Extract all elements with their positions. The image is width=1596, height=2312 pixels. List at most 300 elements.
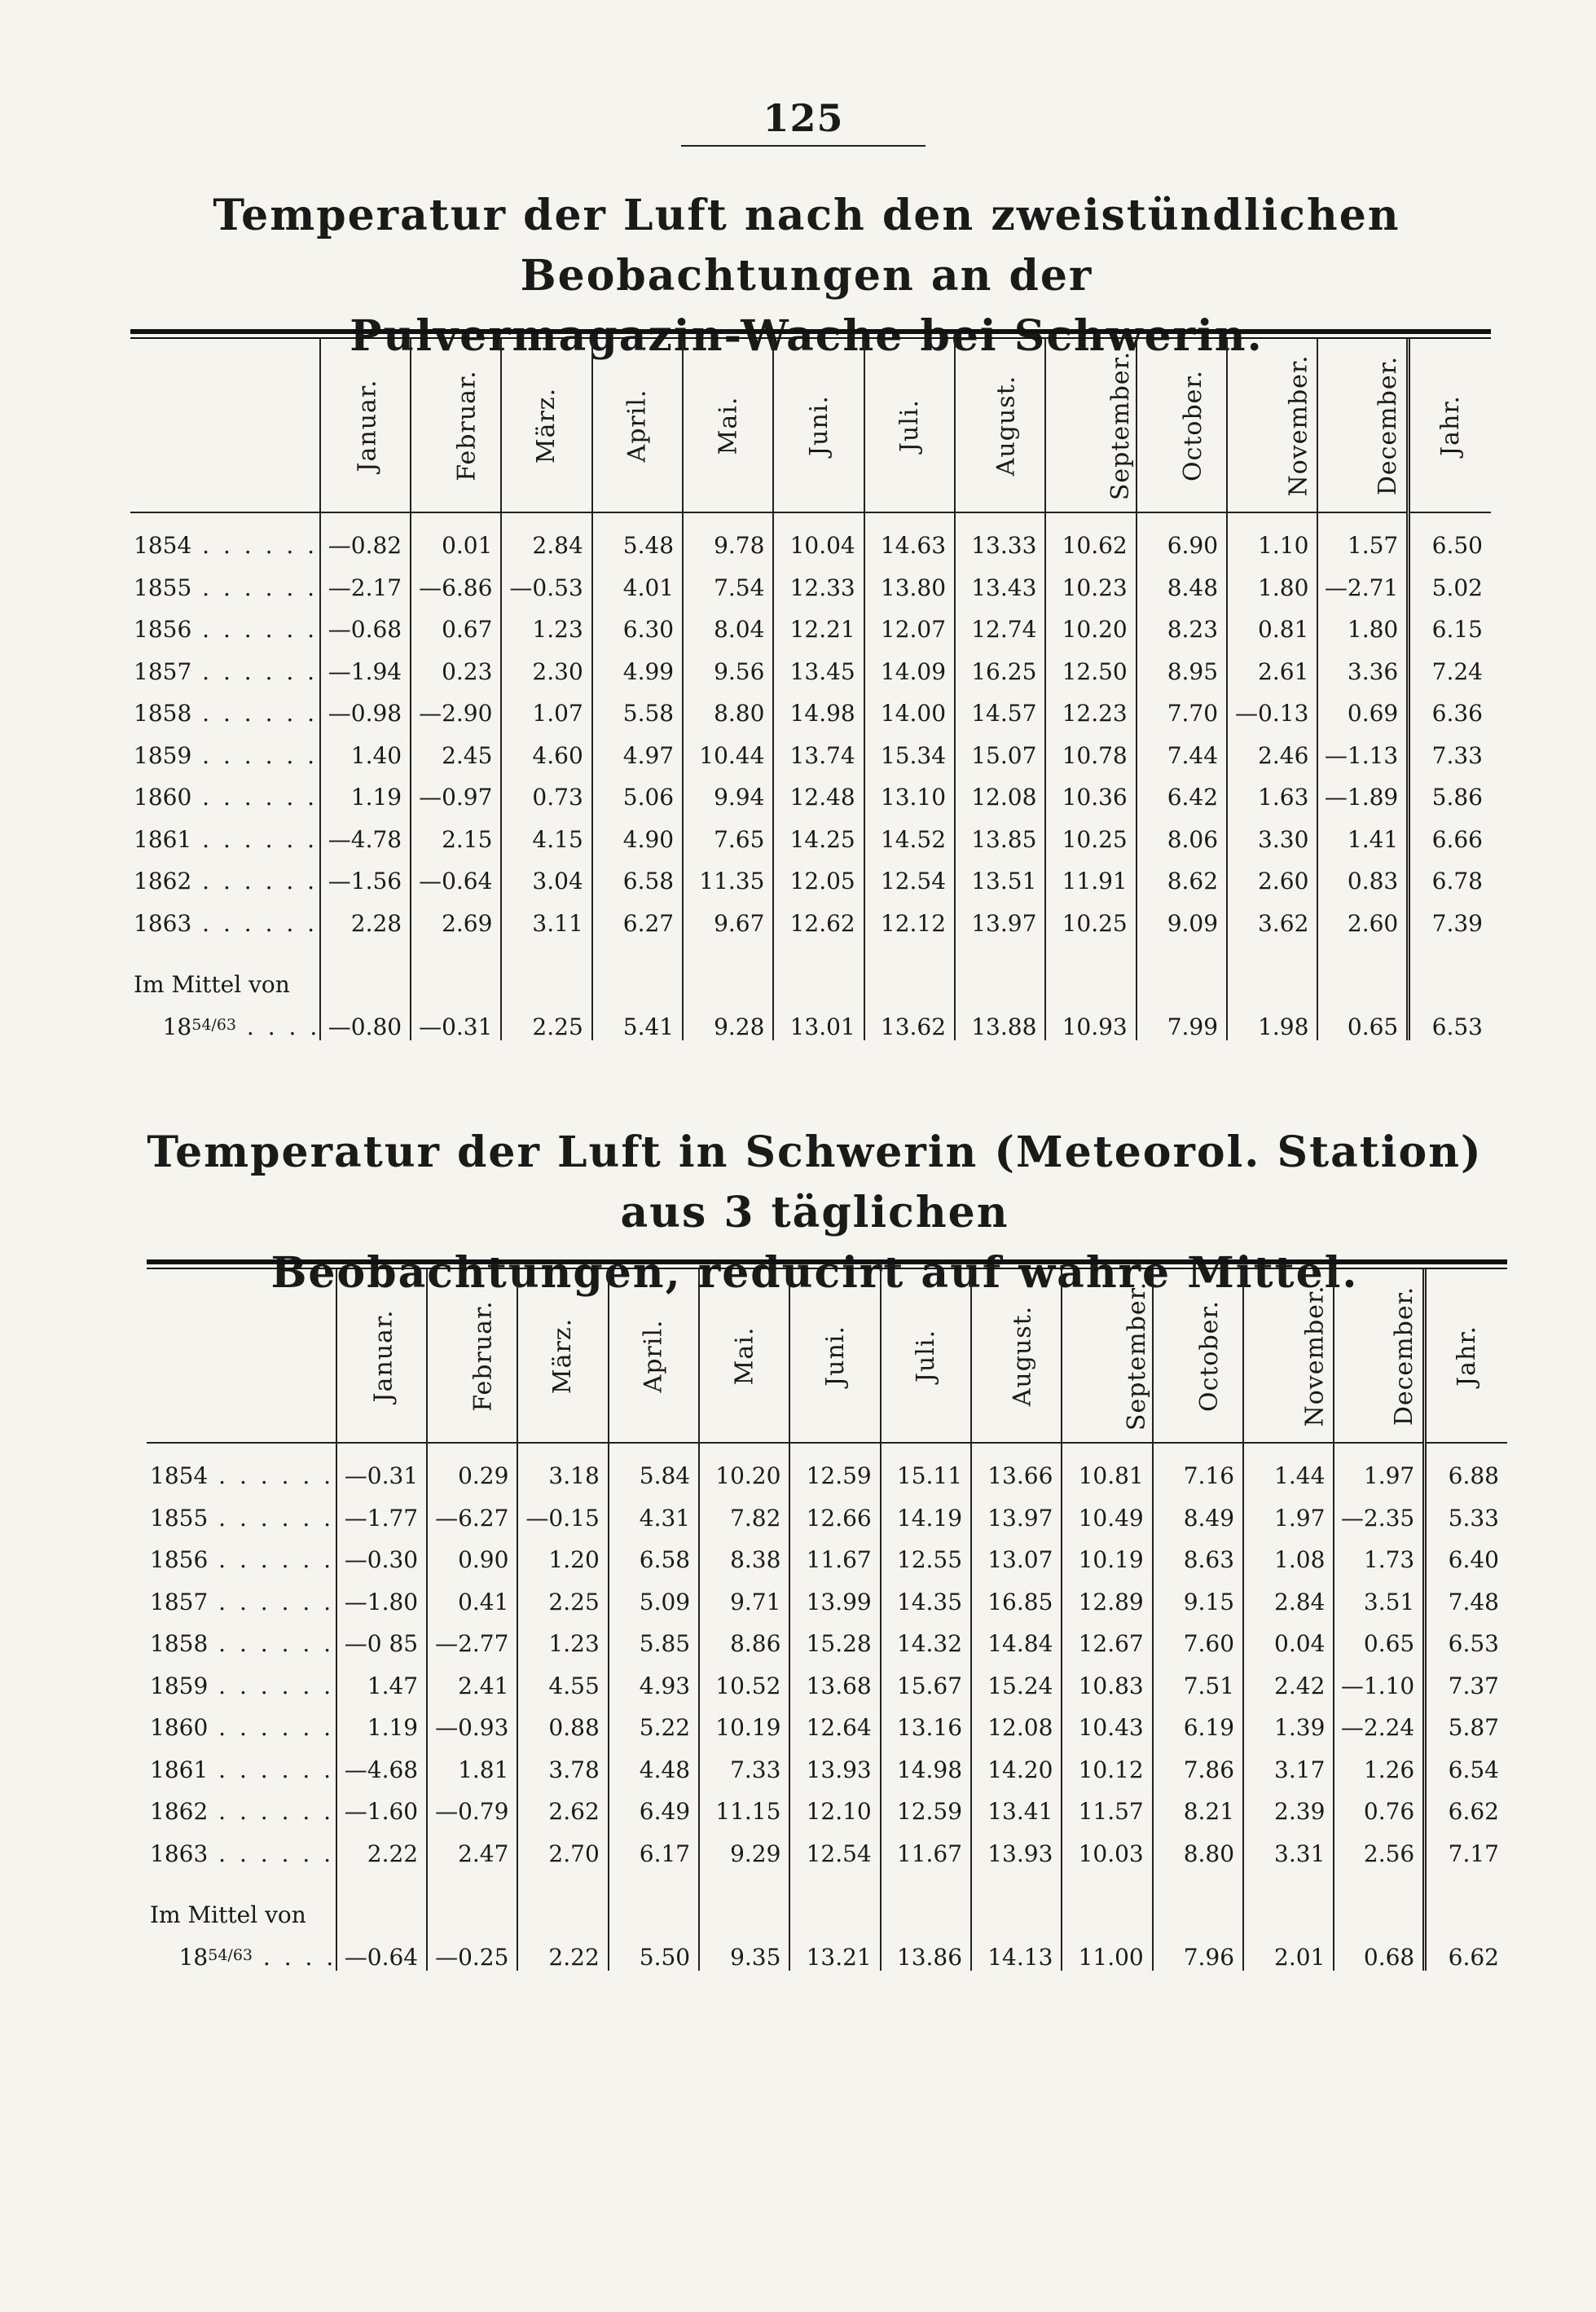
mean-label-spacer-cell <box>881 1875 971 1928</box>
table-cell: 8.80 <box>1153 1833 1243 1875</box>
mean-leader-dots: . . . . <box>236 1013 321 1040</box>
mean-cell: 13.01 <box>773 998 864 1040</box>
mean-label-spacer-cell <box>1137 944 1227 998</box>
table-cell: 7.33 <box>1409 735 1491 777</box>
table-cell: 8.38 <box>699 1539 789 1581</box>
table-cell: 7.86 <box>1153 1749 1243 1791</box>
mean-label-spacer-cell <box>971 1875 1062 1928</box>
mean-cell: 11.00 <box>1062 1928 1152 1971</box>
row-leader-dots: . . . . . . <box>208 1672 335 1699</box>
column-header-label: März. <box>548 1317 578 1394</box>
table-cell: 10.52 <box>699 1665 789 1708</box>
row-year-value: 1862 <box>134 868 192 895</box>
table-cell: 1.80 <box>1227 567 1317 609</box>
column-header-label: Februar. <box>452 369 481 481</box>
table-cell: —0 85 <box>336 1623 427 1665</box>
mean-label-spacer-cell <box>501 944 591 998</box>
mean-label-spacer-cell <box>699 1875 789 1928</box>
table-cell: 12.55 <box>881 1539 971 1581</box>
column-header-8 <box>971 1269 1062 1443</box>
table-cell: 15.24 <box>971 1665 1062 1708</box>
table-cell: 12.21 <box>773 609 864 651</box>
table-cell: 8.06 <box>1137 819 1227 861</box>
mean-cell: 6.53 <box>1409 998 1491 1040</box>
column-header-9 <box>1045 339 1136 512</box>
mean-label-spacer-cell <box>955 944 1045 998</box>
table-cell: 12.08 <box>971 1707 1062 1749</box>
row-year-value: 1857 <box>134 657 192 685</box>
column-header-6 <box>789 1269 880 1443</box>
mean-leader-dots: . . . . <box>253 1944 337 1971</box>
table-cell: —0.93 <box>427 1707 517 1749</box>
table-cell: 10.20 <box>1045 609 1136 651</box>
mean-cell: 7.99 <box>1137 998 1227 1040</box>
table-cell: 6.54 <box>1425 1749 1507 1791</box>
row-leader-dots: . . . . . . <box>208 1546 335 1574</box>
table-cell: 7.39 <box>1409 903 1491 945</box>
table-cell: 14.20 <box>971 1749 1062 1791</box>
table-cell: 12.59 <box>881 1791 971 1833</box>
mean-label: Im Mittel von <box>150 1901 306 1928</box>
table-cell: 6.62 <box>1425 1791 1507 1833</box>
table-cell: 8.23 <box>1137 609 1227 651</box>
table-body <box>147 1443 1507 1971</box>
table-cell: 5.09 <box>609 1581 699 1624</box>
table-cell: 10.20 <box>699 1443 789 1497</box>
table-cell: 16.85 <box>971 1581 1062 1624</box>
table-cell: 6.58 <box>592 860 683 903</box>
mean-cell: 2.01 <box>1243 1928 1334 1971</box>
table-cell: 5.48 <box>592 512 683 567</box>
table-cell: 6.88 <box>1425 1443 1507 1497</box>
table-cell: 13.07 <box>971 1539 1062 1581</box>
table-cell: —0.53 <box>501 567 591 609</box>
mean-label-spacer-cell <box>517 1875 608 1928</box>
mean-row <box>130 998 1491 1040</box>
table-cell: 10.19 <box>1062 1539 1152 1581</box>
mean-years <box>147 1928 336 1971</box>
table-cell: 2.61 <box>1227 651 1317 693</box>
table-cell: 8.21 <box>1153 1791 1243 1833</box>
table-cell: 12.33 <box>773 567 864 609</box>
table-cell: 2.60 <box>1227 860 1317 903</box>
column-header-2 <box>427 1269 517 1443</box>
table-cell: 13.97 <box>955 903 1045 945</box>
table-cell: 12.74 <box>955 609 1045 651</box>
table-cell: 10.43 <box>1062 1707 1152 1749</box>
table-cell: 3.11 <box>501 903 591 945</box>
page-number: 125 <box>763 96 844 140</box>
table-cell: —0.97 <box>411 776 501 819</box>
table-1-title-line-1: Temperatur der Luft nach den zweistündlichen Beobachtungen an der <box>213 191 1400 301</box>
table-cell: 6.36 <box>1409 692 1491 735</box>
table-cell: 1.80 <box>1317 609 1408 651</box>
table-cell: —0.79 <box>427 1791 517 1833</box>
column-header-6 <box>773 339 864 512</box>
table-cell: —2.35 <box>1334 1497 1424 1540</box>
mean-label-spacer-cell <box>592 944 683 998</box>
row-leader-dots: . . . . . . <box>191 700 319 727</box>
table-cell: 7.65 <box>683 819 773 861</box>
row-year-value: 1855 <box>150 1504 209 1532</box>
row-leader-dots: . . . . . . <box>191 868 319 895</box>
table-cell: 0.65 <box>1334 1623 1424 1665</box>
table-cell: 10.23 <box>1045 567 1136 609</box>
table-cell: 3.62 <box>1227 903 1317 945</box>
table-cell: 12.59 <box>789 1443 880 1497</box>
row-leader-dots: . . . . . . <box>191 616 319 644</box>
mean-row <box>147 1928 1507 1971</box>
table-cell: 9.56 <box>683 651 773 693</box>
table-row <box>130 903 1491 945</box>
mean-label-spacer-cell <box>789 1875 880 1928</box>
table-cell: 12.54 <box>789 1833 880 1875</box>
table-cell: 12.05 <box>773 860 864 903</box>
table-cell: 4.31 <box>609 1497 699 1540</box>
row-leader-dots: . . . . . . <box>208 1462 335 1490</box>
column-header-label: August. <box>1008 1305 1037 1406</box>
table-cell: 6.49 <box>609 1791 699 1833</box>
column-header-label: Januar. <box>369 1308 398 1403</box>
mean-label-row <box>130 944 1491 998</box>
table-cell: 1.57 <box>1317 512 1408 567</box>
column-header-label: Mai. <box>730 1326 759 1385</box>
column-header-label: April. <box>639 1319 668 1392</box>
row-leader-dots: . . . . . . <box>208 1630 335 1658</box>
row-leader-dots: . . . . . . <box>191 574 319 601</box>
mean-years-century: 18 <box>178 1944 209 1971</box>
table-body <box>130 512 1491 1040</box>
column-header-12 <box>1317 339 1408 512</box>
table-cell: 5.86 <box>1409 776 1491 819</box>
table-cell: 12.64 <box>789 1707 880 1749</box>
table-1-title-line-2: Pulvermagazin-Wache bei Schwerin. <box>350 311 1264 361</box>
table-cell: 1.07 <box>501 692 591 735</box>
table-cell: 12.66 <box>789 1497 880 1540</box>
table-cell: 1.97 <box>1243 1497 1334 1540</box>
column-header-label: September. <box>1106 350 1136 500</box>
table-cell: 10.25 <box>1045 903 1136 945</box>
table-cell: 10.83 <box>1062 1665 1152 1708</box>
row-leader-dots: . . . . . . <box>208 1839 335 1867</box>
table-cell: 4.93 <box>609 1665 699 1708</box>
table-cell: 3.04 <box>501 860 591 903</box>
table-cell: 1.08 <box>1243 1539 1334 1581</box>
row-year <box>130 860 320 903</box>
mean-label-spacer-cell <box>773 944 864 998</box>
row-year <box>130 692 320 735</box>
table-row <box>130 512 1491 567</box>
table-cell: 0.90 <box>427 1539 517 1581</box>
column-header-label: Jahr. <box>1453 1325 1482 1387</box>
table-cell: 1.23 <box>501 609 591 651</box>
table-cell: 11.91 <box>1045 860 1136 903</box>
table-cell: 2.84 <box>501 512 591 567</box>
mean-label-spacer-cell <box>1045 944 1136 998</box>
row-year-value: 1861 <box>150 1756 209 1783</box>
column-header-3 <box>501 339 591 512</box>
table-cell: 2.69 <box>411 903 501 945</box>
mean-label-spacer-cell <box>1409 944 1491 998</box>
table-1 <box>130 329 1491 1040</box>
column-header-4 <box>609 1269 699 1443</box>
column-header-label: Jahr. <box>1436 394 1466 456</box>
table-cell: 5.58 <box>592 692 683 735</box>
table-cell: 13.93 <box>971 1833 1062 1875</box>
table-cell: 1.40 <box>320 735 411 777</box>
table-row <box>147 1749 1507 1791</box>
table-row <box>147 1665 1507 1708</box>
row-leader-dots: . . . . . . <box>208 1588 335 1615</box>
column-header-label: Juli. <box>895 398 924 452</box>
mean-cell: —0.80 <box>320 998 411 1040</box>
table-cell: 2.47 <box>427 1833 517 1875</box>
table-cell: 1.10 <box>1227 512 1317 567</box>
table-cell: 15.67 <box>881 1665 971 1708</box>
table-cell: 12.12 <box>864 903 955 945</box>
table-row <box>130 819 1491 861</box>
table-cell: —6.86 <box>411 567 501 609</box>
table-cell: 2.28 <box>320 903 411 945</box>
mean-cell: 0.65 <box>1317 998 1408 1040</box>
table-cell: 9.29 <box>699 1833 789 1875</box>
column-header-label: April. <box>622 389 652 462</box>
column-header-11 <box>1227 339 1317 512</box>
table-cell: —1.60 <box>336 1791 427 1833</box>
mean-label-spacer-cell <box>411 944 501 998</box>
table-row <box>147 1581 1507 1624</box>
row-leader-dots: . . . . . . <box>191 657 319 685</box>
table-cell: 0.73 <box>501 776 591 819</box>
mean-label-spacer-cell <box>336 1875 427 1928</box>
table-cell: —0.13 <box>1227 692 1317 735</box>
table-cell: 3.30 <box>1227 819 1317 861</box>
mean-cell: 13.62 <box>864 998 955 1040</box>
row-year-value: 1854 <box>150 1462 209 1490</box>
table-cell: 2.42 <box>1243 1665 1334 1708</box>
table-cell: 5.22 <box>609 1707 699 1749</box>
row-year-value: 1861 <box>134 825 192 853</box>
table-cell: 12.23 <box>1045 692 1136 735</box>
table-cell: 1.39 <box>1243 1707 1334 1749</box>
table-cell: 15.07 <box>955 735 1045 777</box>
table-cell: 1.26 <box>1334 1749 1424 1791</box>
table-cell: —0.15 <box>517 1497 608 1540</box>
row-year <box>147 1665 336 1708</box>
table-row <box>147 1791 1507 1833</box>
table-row <box>147 1707 1507 1749</box>
table-cell: 10.25 <box>1045 819 1136 861</box>
mean-cell: 5.50 <box>609 1928 699 1971</box>
mean-cell: 9.35 <box>699 1928 789 1971</box>
table-cell: 14.57 <box>955 692 1045 735</box>
table-cell: 10.19 <box>699 1707 789 1749</box>
table-cell: 1.73 <box>1334 1539 1424 1581</box>
mean-cell: 13.86 <box>881 1928 971 1971</box>
table-cell: 10.44 <box>683 735 773 777</box>
table-cell: 14.98 <box>881 1749 971 1791</box>
table-cell: 4.01 <box>592 567 683 609</box>
table-cell: 1.20 <box>517 1539 608 1581</box>
column-header-10 <box>1137 339 1227 512</box>
column-header-label: Mai. <box>714 396 743 455</box>
table-cell: 10.03 <box>1062 1833 1152 1875</box>
row-year <box>130 776 320 819</box>
table-cell: 11.57 <box>1062 1791 1152 1833</box>
table-cell: 2.84 <box>1243 1581 1334 1624</box>
column-header-label: Februar. <box>468 1299 498 1412</box>
table-cell: 4.48 <box>609 1749 699 1791</box>
row-year <box>130 735 320 777</box>
table-cell: —1.94 <box>320 651 411 693</box>
column-header-1 <box>336 1269 427 1443</box>
mean-cell: 13.88 <box>955 998 1045 1040</box>
mean-label-spacer-cell <box>1153 1875 1243 1928</box>
table-cell: 4.97 <box>592 735 683 777</box>
table-cell: 6.27 <box>592 903 683 945</box>
table-cell: 10.62 <box>1045 512 1136 567</box>
table-cell: 11.15 <box>699 1791 789 1833</box>
table-cell: 8.80 <box>683 692 773 735</box>
column-header-label: Januar. <box>353 378 382 473</box>
table-cell: 11.67 <box>789 1539 880 1581</box>
table-cell: 13.93 <box>789 1749 880 1791</box>
table-cell: 1.47 <box>336 1665 427 1708</box>
table-cell: 11.67 <box>881 1833 971 1875</box>
row-year-value: 1858 <box>150 1630 209 1658</box>
row-year-value: 1863 <box>134 909 192 937</box>
table-2 <box>147 1259 1507 1971</box>
table-cell: —0.64 <box>411 860 501 903</box>
table-cell: 6.17 <box>609 1833 699 1875</box>
table-cell: 2.62 <box>517 1791 608 1833</box>
table-2-title-line-1: Temperatur der Luft in Schwerin (Meteorol. Station) aus 3 täglichen <box>147 1127 1483 1237</box>
mean-years-fraction: 54/63 <box>191 1016 237 1034</box>
table-cell: 13.16 <box>881 1707 971 1749</box>
table-cell: 10.81 <box>1062 1443 1152 1497</box>
table-header <box>147 1269 1507 1443</box>
table-cell: 4.15 <box>501 819 591 861</box>
row-year <box>147 1749 336 1791</box>
table-cell: 13.97 <box>971 1497 1062 1540</box>
column-header-label: Juni. <box>804 394 833 456</box>
table-cell: 6.58 <box>609 1539 699 1581</box>
column-header-label: Juni. <box>820 1325 850 1387</box>
row-year-value: 1858 <box>134 700 192 727</box>
table-cell: 2.15 <box>411 819 501 861</box>
column-header-label: December. <box>1374 355 1403 495</box>
table-cell: 2.46 <box>1227 735 1317 777</box>
row-leader-dots: . . . . . . <box>208 1756 335 1783</box>
column-header-label: November. <box>1284 354 1313 496</box>
table-cell: 4.99 <box>592 651 683 693</box>
table-cell: 8.49 <box>1153 1497 1243 1540</box>
table-2-title-line-2: Beobachtungen, reducirt auf wahre Mittel. <box>270 1248 1359 1298</box>
column-header-label: September. <box>1123 1281 1152 1431</box>
mean-cell: 6.62 <box>1425 1928 1507 1971</box>
row-year-value: 1854 <box>134 532 192 560</box>
table-top-rule <box>130 329 1491 334</box>
table-cell: 13.41 <box>971 1791 1062 1833</box>
column-header-10 <box>1153 1269 1243 1443</box>
table-cell: 5.06 <box>592 776 683 819</box>
table-cell: 1.97 <box>1334 1443 1424 1497</box>
table-cell: 0.69 <box>1317 692 1408 735</box>
table-row <box>130 735 1491 777</box>
table-cell: 2.39 <box>1243 1791 1334 1833</box>
table-header <box>130 339 1491 512</box>
table-cell: —2.77 <box>427 1623 517 1665</box>
table-cell: 6.53 <box>1425 1623 1507 1665</box>
table-cell: —1.89 <box>1317 776 1408 819</box>
table-cell: 0.67 <box>411 609 501 651</box>
table-cell: —1.10 <box>1334 1665 1424 1708</box>
table-cell: 14.19 <box>881 1497 971 1540</box>
column-header-label: October. <box>1194 1299 1224 1412</box>
mean-label-spacer-cell <box>427 1875 517 1928</box>
mean-label-spacer-cell <box>609 1875 699 1928</box>
row-year <box>147 1791 336 1833</box>
table-cell: 2.41 <box>427 1665 517 1708</box>
table-cell: 1.81 <box>427 1749 517 1791</box>
row-year <box>130 903 320 945</box>
row-year-value: 1856 <box>150 1546 209 1574</box>
table-cell: 1.44 <box>1243 1443 1334 1497</box>
row-year <box>147 1707 336 1749</box>
row-year <box>130 819 320 861</box>
row-year <box>147 1833 336 1875</box>
table-cell: 14.32 <box>881 1623 971 1665</box>
table-cell: 12.67 <box>1062 1623 1152 1665</box>
table-cell: 8.62 <box>1137 860 1227 903</box>
mean-years-century: 18 <box>162 1013 192 1040</box>
row-year-value: 1856 <box>134 616 192 644</box>
page-number-rule <box>681 145 926 147</box>
table-cell: 14.35 <box>881 1581 971 1624</box>
row-leader-dots: . . . . . . <box>208 1798 335 1826</box>
column-header-9 <box>1062 1269 1152 1443</box>
table-cell: 7.33 <box>699 1749 789 1791</box>
table-cell: 3.18 <box>517 1443 608 1497</box>
table-cell: 7.16 <box>1153 1443 1243 1497</box>
table-cell: 12.62 <box>773 903 864 945</box>
column-header-5 <box>699 1269 789 1443</box>
table-row <box>147 1497 1507 1540</box>
table-cell: 1.41 <box>1317 819 1408 861</box>
table-cell: 8.63 <box>1153 1539 1243 1581</box>
table-cell: 13.33 <box>955 512 1045 567</box>
table-cell: 5.33 <box>1425 1497 1507 1540</box>
table-cell: 13.80 <box>864 567 955 609</box>
column-header-11 <box>1243 1269 1334 1443</box>
mean-cell: 9.28 <box>683 998 773 1040</box>
table-cell: 3.78 <box>517 1749 608 1791</box>
table-cell: 13.10 <box>864 776 955 819</box>
table-cell: 14.84 <box>971 1623 1062 1665</box>
table-cell: 12.10 <box>789 1791 880 1833</box>
column-header-label: August. <box>991 375 1021 476</box>
row-year <box>147 1581 336 1624</box>
table-row <box>130 860 1491 903</box>
table-cell: —0.98 <box>320 692 411 735</box>
row-leader-dots: . . . . . . <box>191 909 319 937</box>
mean-label-spacer-cell <box>1317 944 1408 998</box>
table-cell: 7.60 <box>1153 1623 1243 1665</box>
row-year-value: 1863 <box>150 1839 209 1867</box>
table-cell: 7.82 <box>699 1497 789 1540</box>
table-cell: —2.71 <box>1317 567 1408 609</box>
table-cell: 4.60 <box>501 735 591 777</box>
